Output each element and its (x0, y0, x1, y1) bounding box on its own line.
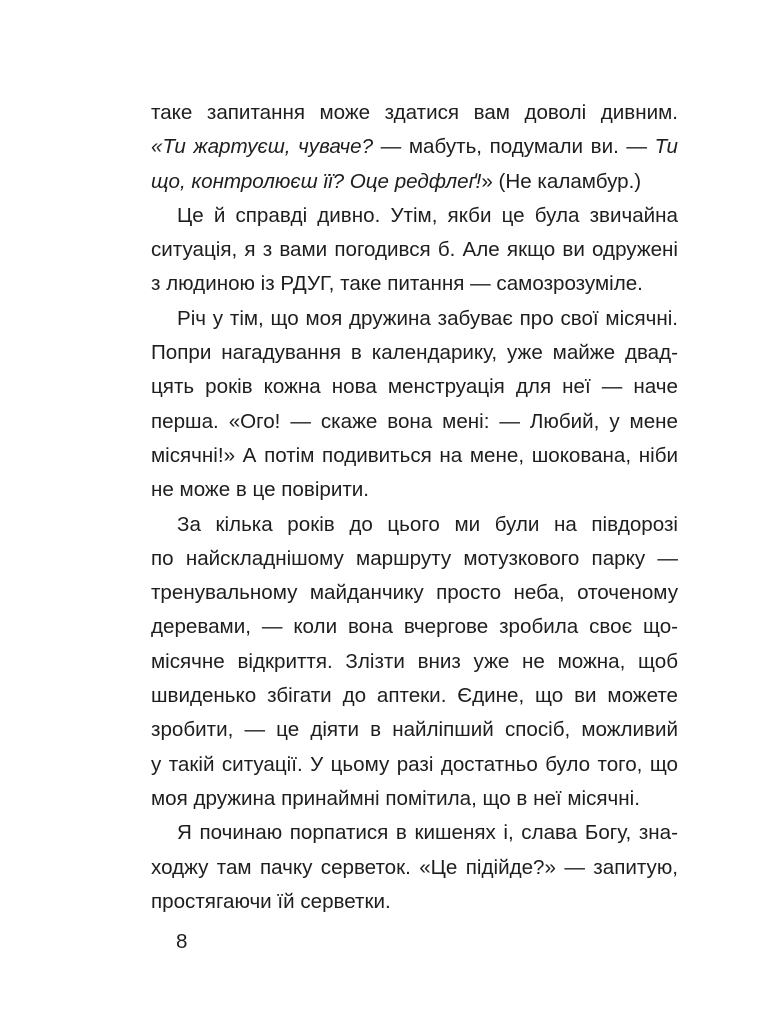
text-line (151, 302, 678, 336)
text-line (151, 439, 678, 473)
text-line (151, 713, 678, 747)
text-run: з людиною із РДУГ, таке питання — самозрозуміле. (151, 272, 643, 296)
paragraph (151, 816, 678, 919)
text-line (151, 679, 678, 713)
text-line (151, 576, 678, 610)
paragraph (151, 96, 678, 199)
text-run: Річ у тім, що моя дружина забуває про свої місячні. (177, 306, 678, 330)
body-text (151, 96, 678, 919)
paragraph (151, 508, 678, 817)
text-line (151, 542, 678, 576)
text-run: — мабуть, подумали ви. — (373, 135, 655, 159)
text-run: зробити, — це діяти в найліпший спосіб, можливий (151, 718, 678, 742)
text-run: таке запитання може здатися вам доволі дивним. (151, 101, 678, 124)
text-run: ситуація, я з вами погодився б. Але якщо ви одружені (151, 238, 678, 262)
text-line (151, 96, 678, 130)
text-run: місячні!» А потім подивиться на мене, шокована, ніби (151, 443, 678, 467)
text-line (151, 405, 678, 439)
italic-text: Ти (654, 135, 678, 159)
italic-text: що, контролюєш її? Оце редфлеґ! (151, 169, 482, 193)
text-line (151, 267, 678, 301)
text-run: цять років кожна нова менструація для неї — наче (151, 375, 678, 399)
text-run: ходжу там пачку серветок. «Це підійде?» — запитую, (151, 855, 678, 879)
text-line (151, 130, 678, 164)
text-line (151, 885, 678, 919)
text-line (151, 610, 678, 644)
text-run: по найскладнішому маршруту мотузкового парку — (151, 546, 678, 570)
paragraph (151, 302, 678, 508)
text-run: » (Не каламбур.) (481, 169, 642, 193)
text-line (151, 645, 678, 679)
italic-text: «Ти жартуєш, чуваче? (151, 135, 374, 159)
text-line (151, 748, 678, 782)
text-line (151, 370, 678, 404)
text-run: Я починаю порпатися в кишенях і, слава Богу, зна- (177, 821, 678, 845)
text-run: місячне відкриття. Злізти вниз уже не можна, щоб (151, 649, 678, 673)
text-run: Попри нагадування в календарику, уже майже двад- (151, 341, 678, 365)
text-run: деревами, — коли вона вчергове зробила своє що- (151, 615, 678, 639)
text-line (151, 199, 678, 233)
text-line (151, 165, 678, 199)
text-run: швиденько збігати до аптеки. Єдине, що ви можете (151, 684, 678, 708)
text-line (151, 851, 678, 885)
text-line (151, 336, 678, 370)
text-run: у такій ситуації. У цьому разі достатньо було того, що (151, 752, 678, 776)
text-run: За кілька років до цього ми були на півдорозі (177, 512, 678, 536)
text-line (151, 233, 678, 267)
text-run: простягаючи їй серветки. (151, 889, 391, 913)
text-run: перша. «Ого! — скаже вона мені: — Любий, у мене (151, 409, 678, 433)
paragraph (151, 199, 678, 302)
text-run: не може в це повірити. (151, 478, 370, 502)
text-line (151, 816, 678, 850)
text-run: моя дружина принаймні помітила, що в неї місячні. (151, 786, 640, 810)
text-line (151, 508, 678, 542)
text-run: Це й справді дивно. Утім, якби це була звичайна (177, 203, 678, 227)
text-run: тренувальному майданчику просто неба, оточеному (151, 581, 678, 605)
page-number: 8 (176, 930, 188, 953)
text-line (151, 782, 678, 816)
text-line (151, 473, 678, 507)
